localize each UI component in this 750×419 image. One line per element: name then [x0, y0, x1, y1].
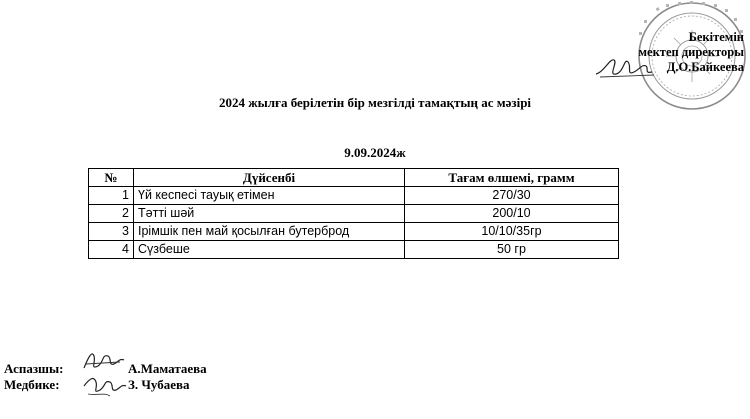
- header-day: Дүйсенбі: [134, 169, 405, 187]
- row-number: 1: [89, 187, 134, 205]
- menu-table: [88, 168, 619, 259]
- cook-role-label: Аспазшы:: [4, 361, 64, 376]
- cook-signature: [80, 348, 128, 374]
- approval-heading: Бекітемін: [688, 30, 744, 44]
- dish-name: Ірімшік пен май қосылған бутерброд: [134, 223, 405, 241]
- row-number: 3: [89, 223, 134, 241]
- cook-name: А.Маматаева: [128, 361, 207, 376]
- dish-name: Үй кеспесі тауық етімен: [134, 187, 405, 205]
- table-row: [89, 223, 619, 241]
- director-signature: [594, 52, 656, 80]
- nurse-name: З. Чубаева: [128, 377, 190, 392]
- row-number: 4: [89, 241, 134, 259]
- table-row: [89, 205, 619, 223]
- row-number: 2: [89, 205, 134, 223]
- table-row: [89, 187, 619, 205]
- nurse-role-label: Медбике:: [4, 377, 60, 392]
- approval-director-name: Д.О.Байкеева: [666, 60, 744, 74]
- dish-name: Тәтті шәй: [134, 205, 405, 223]
- dish-weight: 10/10/35гр: [405, 223, 619, 241]
- dish-weight: 50 гр: [405, 241, 619, 259]
- dish-name: Сүзбеше: [134, 241, 405, 259]
- table-row: [89, 241, 619, 259]
- header-number: №: [89, 169, 134, 187]
- document-title: 2024 жылға берілетін бір мезгілді тамақтың ас мәзірі: [218, 95, 532, 110]
- menu-date: 9.09.2024ж: [344, 145, 406, 160]
- dish-weight: 270/30: [405, 187, 619, 205]
- header-portion-size: Тағам өлшемі, грамм: [405, 169, 619, 187]
- table-header-row: [89, 169, 619, 187]
- nurse-signature: [80, 372, 128, 398]
- dish-weight: 200/10: [405, 205, 619, 223]
- approval-position: мектеп директоры: [638, 45, 744, 59]
